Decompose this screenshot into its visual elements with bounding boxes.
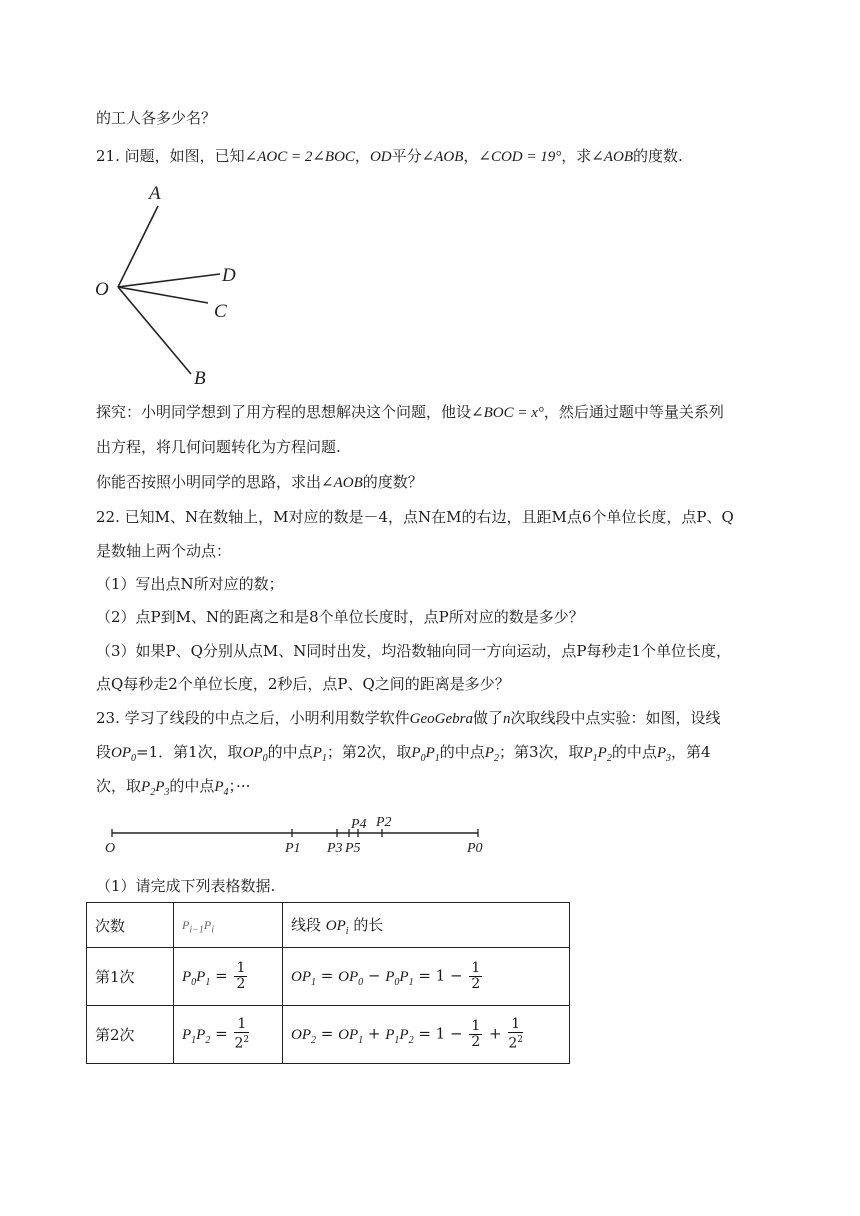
row-1-label: 第1次 xyxy=(87,948,174,1006)
table-row xyxy=(87,948,570,1006)
q21-condition-aoc: ∠AOC = 2∠BOC xyxy=(244,149,355,165)
q21-aob: ∠AOB xyxy=(421,149,464,165)
table-header-row xyxy=(87,903,570,948)
row-2-segment: $P_1P_2$ = $\frac{1}{2^2}$ xyxy=(174,1006,283,1064)
label-p3: P3 xyxy=(327,841,343,856)
explore-line-3: 你能否按照小明同学的思路，求出∠AOB的度数？ xyxy=(96,473,423,491)
explore-line-2: 出方程，将几何问题转化为方程问题. xyxy=(96,438,341,456)
row-2-length: $OP_2 = OP_1 + P_1P_2 = 1$ − $\frac{1}{2}$ + $\frac{1}{2^2}$ xyxy=(283,1006,570,1064)
question-21: 21. 问题，如图，已知∠AOC = 2∠BOC，OD平分∠AOB，∠COD = 19°，求∠AOB的度数. xyxy=(96,147,683,165)
label-o: O xyxy=(95,279,109,300)
explore-line-1: 探究：小明同学想到了用方程的思想解决这个问题，他设∠BOC = x°，然后通过题中等量关系列 xyxy=(96,403,724,421)
label-c: C xyxy=(214,301,227,322)
ray-oa xyxy=(118,206,158,287)
table-row xyxy=(87,1006,570,1064)
ray-oc xyxy=(118,287,208,303)
label-d: D xyxy=(222,265,236,286)
label-p5: P5 xyxy=(345,841,361,856)
midpoint-figure xyxy=(100,810,500,860)
q21-cod: ∠COD = 19° xyxy=(478,149,562,165)
table-instruction: （1）请完成下列表格数据. xyxy=(96,877,276,895)
row-1-segment: $P_0P_1$ = $\frac{1}{2}$ xyxy=(174,948,283,1006)
question-22-line-2: 是数轴上两个动点： xyxy=(96,542,232,560)
q21-number: 21. xyxy=(96,147,120,165)
label-p2: P2 xyxy=(376,815,392,830)
question-22-part-3a: （3）如果P、Q分别从点M、N同时出发，均沿数轴向同一方向运动，点P每秒走1个单位长度， xyxy=(96,642,732,660)
header-count: 次数 xyxy=(87,903,174,948)
question-23-line-1: 23. 学习了线段的中点之后，小明利用数学软件GeoGebra做了n次取线段中点实验：如图，设线 xyxy=(96,709,721,727)
header-length: 线段 $OP_i$ 的长 xyxy=(283,903,570,948)
q21-od: OD xyxy=(369,149,392,165)
label-p4: P4 xyxy=(351,817,367,832)
header-segment: $P_{i-1}P_i$ xyxy=(174,903,283,948)
software-name: GeoGebra xyxy=(409,711,473,727)
question-23-line-3: 次，取$P_2P_3$的中点$P_4$；··· xyxy=(96,777,251,798)
question-23-line-2: 段$OP_0=1$．第1次，取$OP_0$的中点$P_1$；第2次，取$P_0P_1$的中点$P_2$；第3次，取$P_1P_2$的中点$P_3$，第4 xyxy=(96,743,711,764)
angle-figure xyxy=(90,178,260,393)
question-22-part-3b: 点Q每秒走2个单位长度，2秒后，点P、Q之间的距离是多少？ xyxy=(96,675,510,693)
question-22-part-2: （2）点P到M、N的距离之和是8个单位长度时，点P所对应的数是多少？ xyxy=(96,608,584,626)
q21-prefix: 问题，如图，已知 xyxy=(124,147,245,165)
question-22-part-1: （1）写出点N所对应的数； xyxy=(96,575,284,593)
label-p1: P1 xyxy=(285,841,301,856)
data-table xyxy=(86,902,570,1064)
label-a: A xyxy=(149,183,161,204)
ray-ob xyxy=(118,287,191,374)
label-p0: P0 xyxy=(467,841,483,856)
previous-question-tail: 的工人各多少名？ xyxy=(96,109,217,127)
q21-target: ∠AOB xyxy=(591,149,633,165)
label-o: O xyxy=(105,841,116,856)
label-b: B xyxy=(194,368,206,389)
row-1-length: $OP_1 = OP_0 - P_0P_1 = 1$ − $\frac{1}{2}$ xyxy=(283,948,570,1006)
ray-od xyxy=(118,274,220,287)
question-22-line-1: 22. 已知M、N在数轴上，M对应的数是－4，点N在M的右边，且距M点6个单位长度，点P、Q xyxy=(96,508,734,526)
row-2-label: 第2次 xyxy=(87,1006,174,1064)
